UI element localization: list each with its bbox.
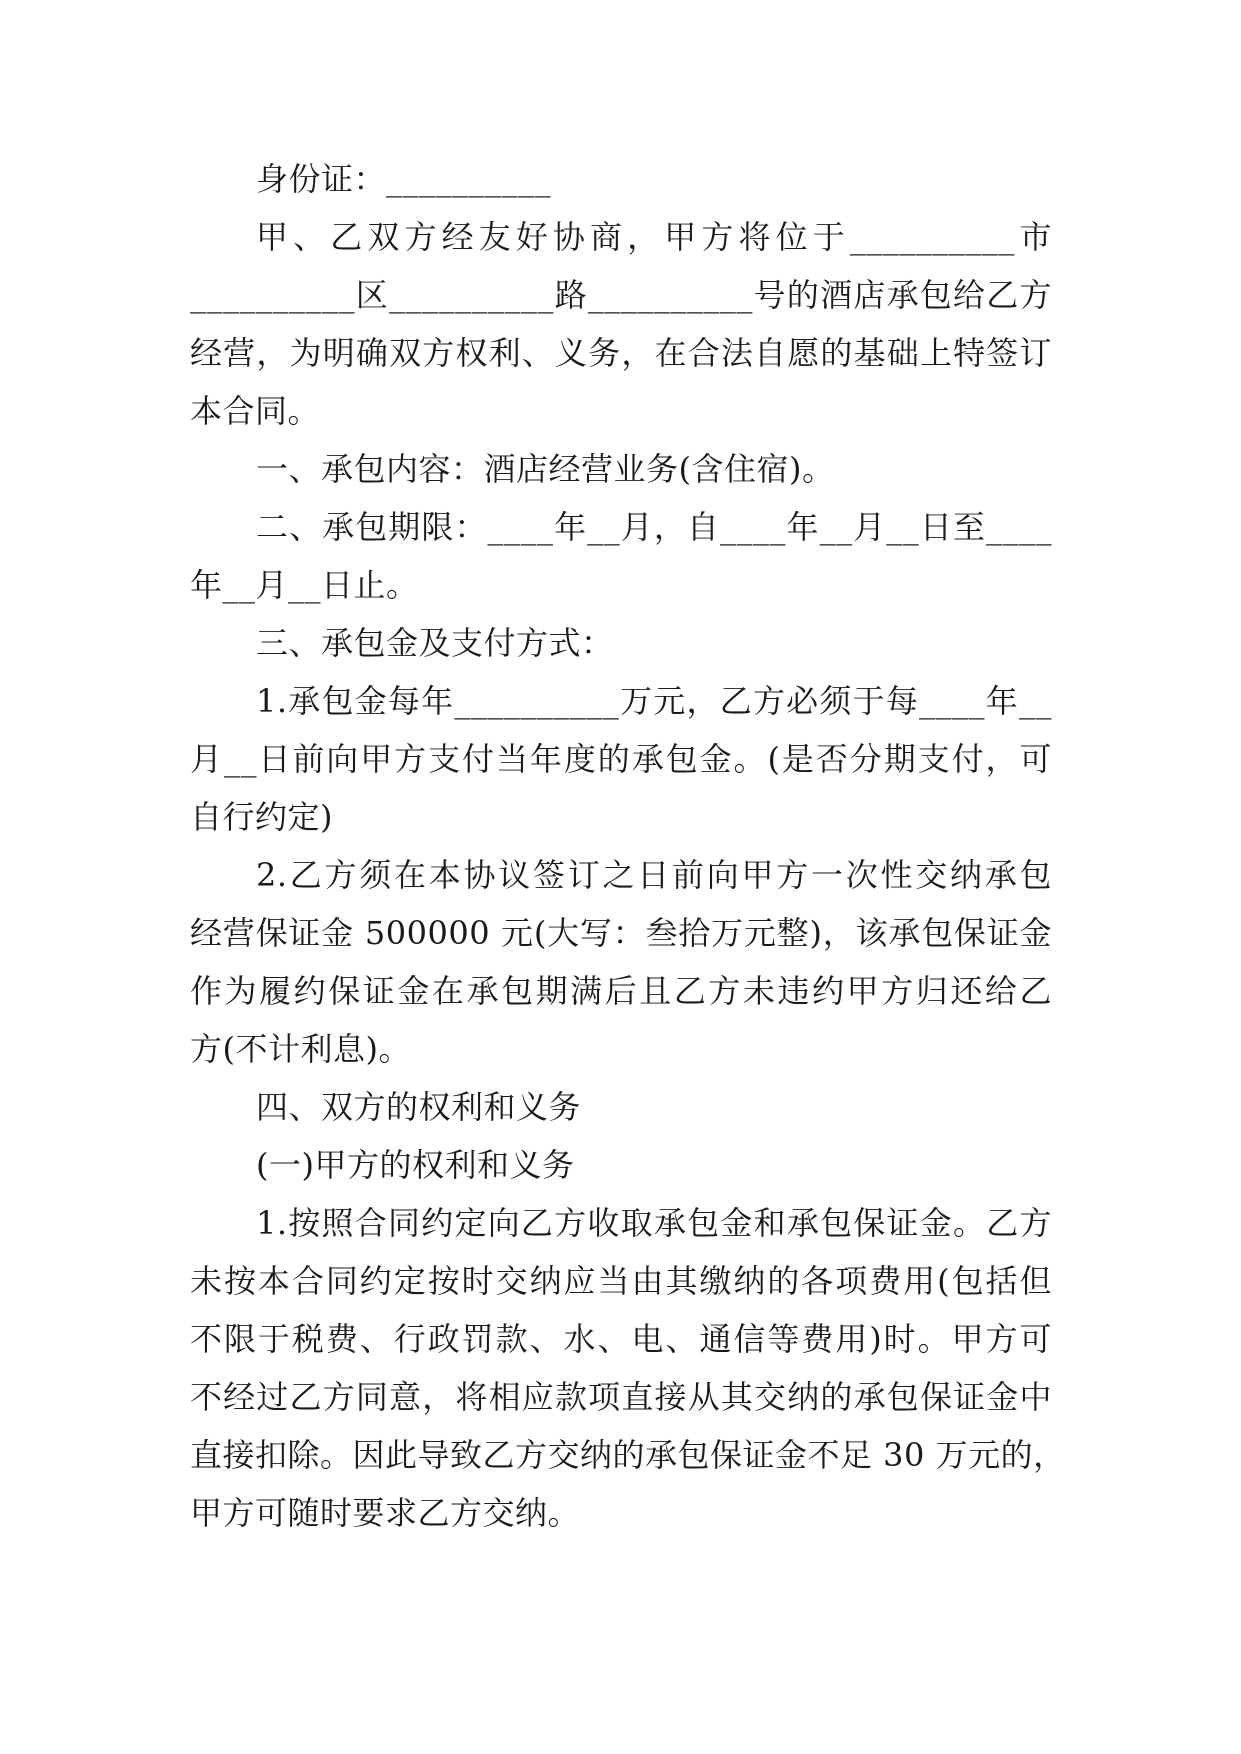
section-3-heading: 三、承包金及支付方式： [256,624,614,662]
clause-3-2-line-2: 经营保证金 500000 元(大写：叁拾万元整)，该承包保证金 [190,914,1052,952]
clause-3-1-line-1: 1.承包金每年__________万元，乙方必须于每____年__ [256,682,1052,720]
document-page [190,150,1066,1542]
clause-4-1-1-line-2: 未按本合同约定按时交纳应当由其缴纳的各项费用(包括但 [190,1262,1052,1300]
preamble-line-1: 甲、乙双方经友好协商，甲方将位于__________市 [256,218,1052,256]
clause-4-1-1-line-3: 不限于税费、行政罚款、水、电、通信等费用)时。甲方可 [190,1320,1052,1358]
clause-3-2-line-1: 2.乙方须在本协议签订之日前向甲方一次性交纳承包 [256,856,1052,894]
clause-3-1-line-3: 自行约定) [190,798,333,836]
clause-4-1-1-line-1: 1.按照合同约定向乙方收取承包金和承包保证金。乙方 [256,1204,1052,1242]
clause-3-2-line-4: 方(不计利息)。 [190,1030,411,1068]
clause-3-1-line-2: 月__日前向甲方支付当年度的承包金。(是否分期支付，可 [190,740,1052,778]
clause-4-1-1-line-4: 不经过乙方同意，将相应款项直接从其交纳的承包保证金中 [190,1378,1052,1416]
clause-3-2-line-3: 作为履约保证金在承包期满后且乙方未违约甲方归还给乙 [190,972,1052,1010]
section-2-term-line-1: 二、承包期限：____年__月，自____年__月__日至____ [256,508,1052,546]
section-1-content: 一、承包内容：酒店经营业务(含住宿)。 [256,450,835,488]
preamble-line-4: 本合同。 [190,392,321,430]
preamble-line-3: 经营，为明确双方权利、义务，在合法自愿的基础上特签订 [190,334,1052,372]
clause-4-1-1-line-6: 甲方可随时要求乙方交纳。 [190,1494,581,1532]
section-2-term-line-2: 年__月__日止。 [190,566,419,604]
clause-4-1-1-line-5: 直接扣除。因此导致乙方交纳的承包保证金不足 30 万元的， [190,1436,1066,1474]
subsection-4-1-heading: (一)甲方的权利和义务 [256,1146,575,1184]
preamble-line-2: __________区__________路__________号的酒店承包给乙方 [190,276,1052,314]
id-card-line: 身份证：__________ [256,160,552,198]
section-4-heading: 四、双方的权利和义务 [256,1088,582,1126]
